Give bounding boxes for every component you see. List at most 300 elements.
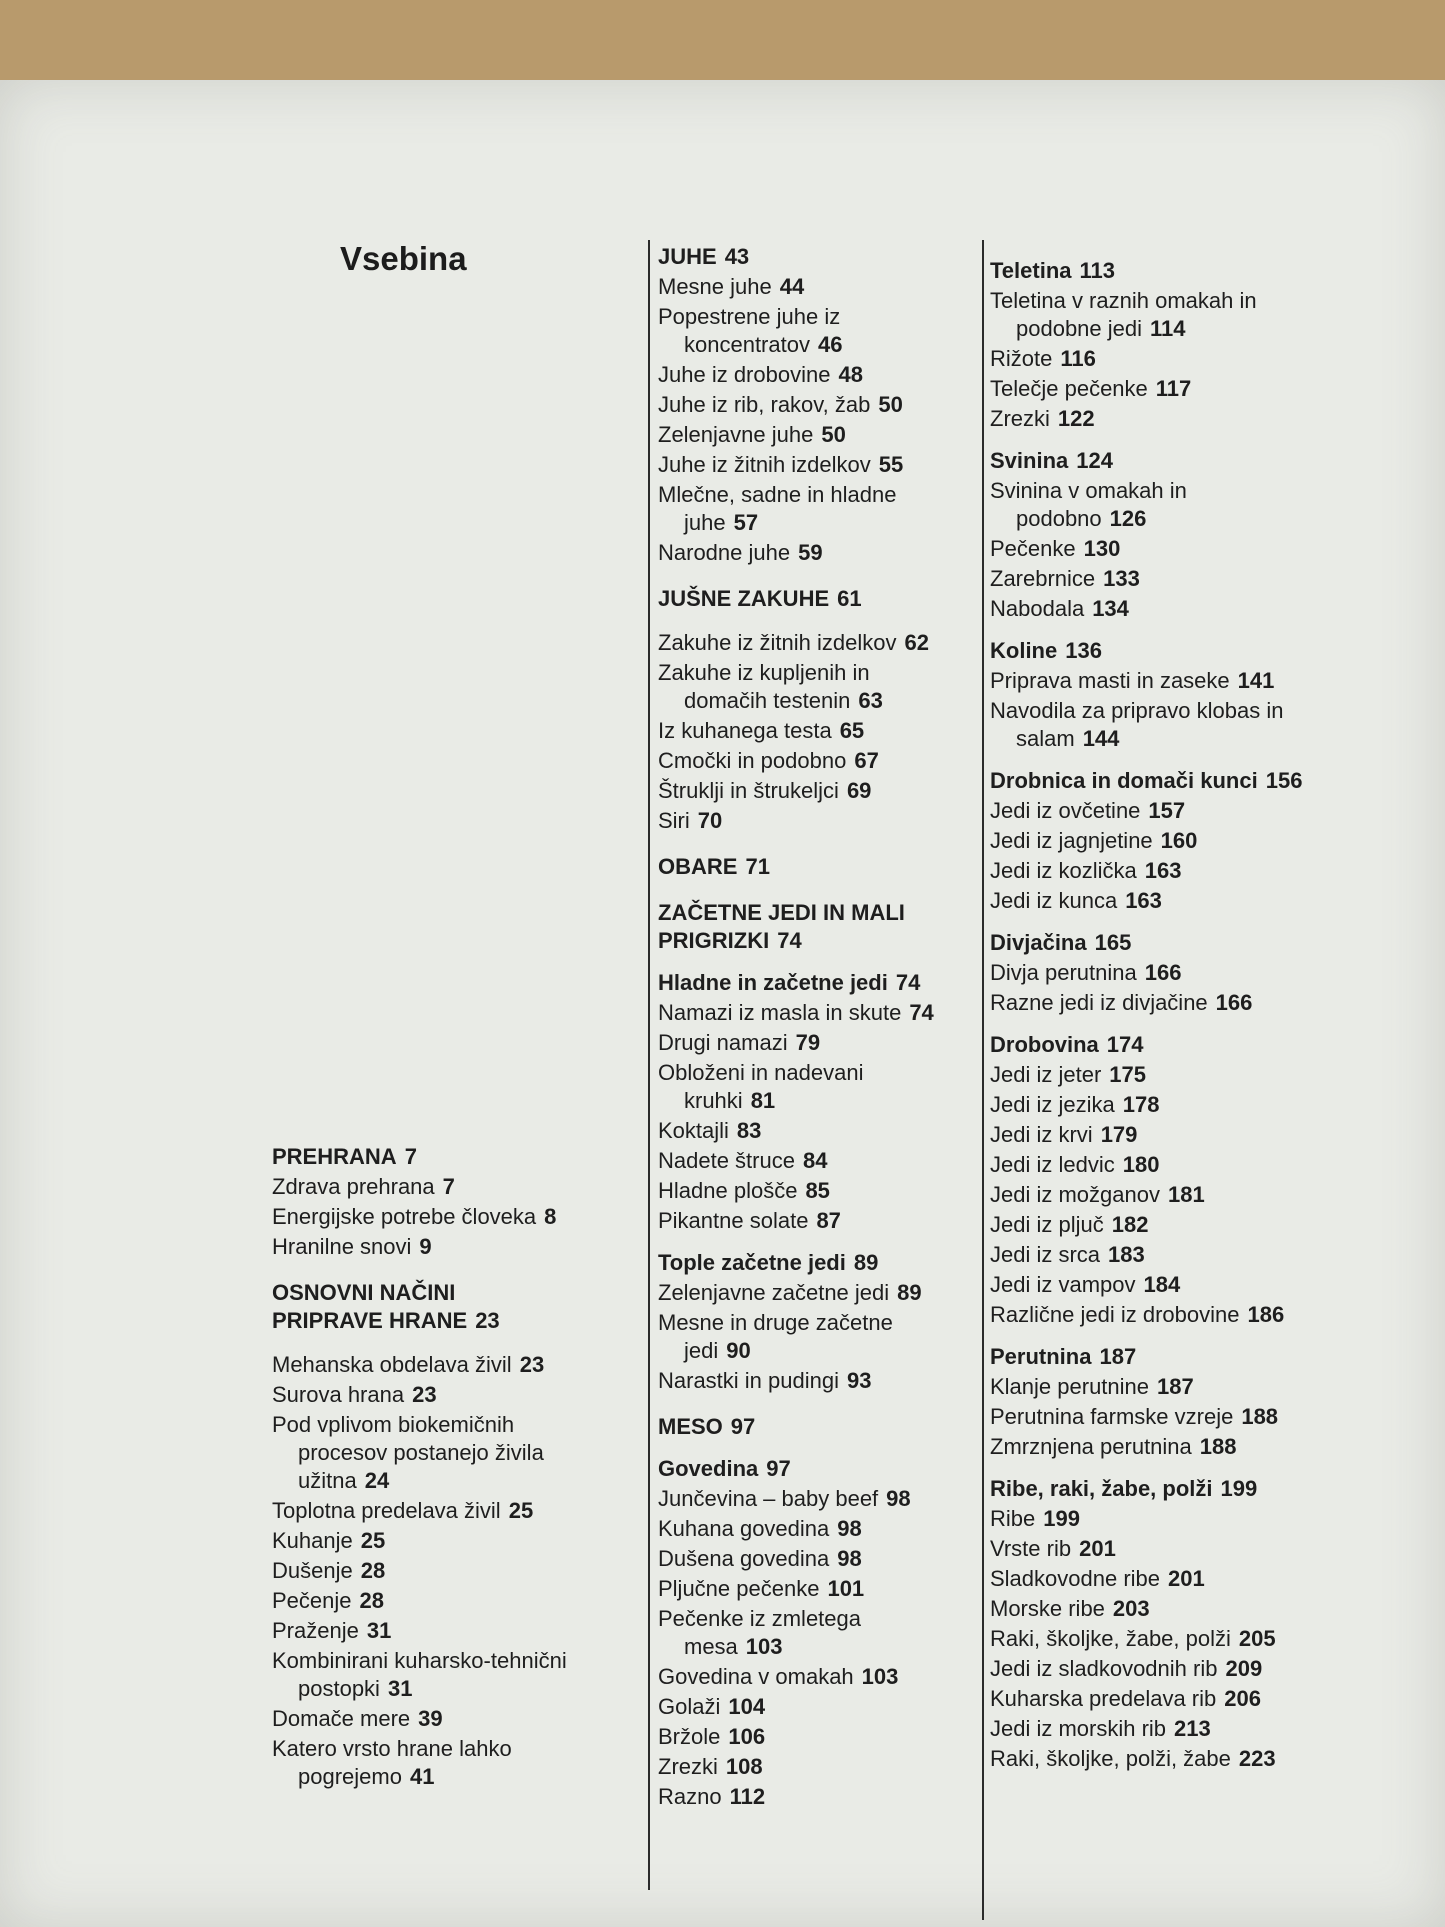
toc-entry [658,1575,958,1603]
toc-entry-title: Svinina [990,448,1069,473]
toc-entry [990,1433,1310,1461]
toc-page-number: 188 [1241,1404,1279,1429]
toc-entry-title: Pikantne solate [658,1208,809,1233]
toc-subheading [990,929,1310,957]
toc-page-number: 83 [736,1118,762,1143]
toc-entry [990,1241,1310,1269]
toc-page-number: 67 [854,748,879,773]
toc-entry [272,1381,572,1409]
toc-page-number: 213 [1174,1716,1211,1741]
toc-entry-title: Zmrznjena perutnina [990,1434,1192,1459]
toc-entry [272,1411,572,1495]
toc-entry [658,999,958,1027]
toc-column-2 [658,243,958,1813]
toc-entry [990,1271,1310,1299]
toc-subheading [658,1249,958,1277]
toc-entry-title: Drobovina [990,1032,1099,1057]
toc-page-number: 166 [1215,990,1253,1015]
toc-page-number: 124 [1076,448,1113,473]
toc-page-number: 114 [1150,316,1186,341]
toc-entry-title: Jedi iz pljuč [990,1212,1104,1237]
toc-page-number: 183 [1108,1242,1145,1267]
toc-entry [990,827,1310,855]
toc-entry-title: PREHRANA [272,1144,397,1169]
toc-entry [658,1783,958,1811]
toc-entry [990,1091,1310,1119]
toc-entry [272,1647,572,1703]
toc-page-number: 90 [726,1338,751,1363]
toc-page-number: 28 [360,1558,386,1583]
toc-page-number: 188 [1199,1434,1237,1459]
toc-entry-title: MESO [658,1414,723,1439]
toc-column-1 [272,1143,572,1793]
toc-entry-title: Namazi iz masla in skute [658,1000,902,1025]
toc-entry [990,535,1310,563]
toc-entry-title: Mesne juhe [658,274,772,299]
toc-entry [658,1309,958,1365]
toc-entry [990,959,1310,987]
toc-page-number: 7 [442,1174,455,1199]
toc-entry-title: Raki, školjke, žabe, polži [990,1626,1231,1651]
toc-entry [658,421,958,449]
toc-entry-title: Različne jedi iz drobovine [990,1302,1240,1327]
toc-subheading [990,767,1310,795]
toc-entry [658,391,958,419]
toc-entry-title: Iz kuhanega testa [658,718,832,743]
toc-page-number: 65 [839,718,865,743]
toc-entry-title: Jedi iz krvi [990,1122,1093,1147]
toc-entry [658,303,958,359]
toc-page-number: 180 [1122,1152,1160,1177]
toc-entry [658,1605,958,1661]
toc-entry-title: Jedi iz kozlička [990,858,1137,883]
toc-page-number: 93 [846,1368,872,1393]
toc-entry-title: Kombinirani kuharsko-tehnični postopki [272,1648,567,1701]
toc-subheading [990,1475,1310,1503]
toc-entry-title: Pečenke [990,536,1076,561]
toc-entry [990,595,1310,623]
toc-entry-title: Jedi iz sladkovodnih rib [990,1656,1218,1681]
toc-page-number: 59 [798,540,823,565]
toc-entry [658,777,958,805]
toc-entry-title: Domače mere [272,1706,411,1731]
toc-entry [990,1535,1310,1563]
toc-page-number: 199 [1220,1476,1258,1501]
toc-page-number: 116 [1060,346,1096,371]
toc-entry-title: Štruklji in štrukeljci [658,778,839,803]
toc-page-number: 205 [1238,1626,1276,1651]
toc-entry [658,451,958,479]
toc-entry-title: Katero vrsto hrane lahko pogrejemo [272,1736,512,1789]
toc-entry [990,1715,1310,1743]
toc-entry [658,1485,958,1513]
toc-entry-title: Juhe iz drobovine [658,362,831,387]
toc-entry-title: Zelenjavne juhe [658,422,814,447]
toc-entry-title: Nabodala [990,596,1085,621]
toc-page-number: 25 [360,1528,386,1553]
toc-entry-title: Jedi iz jeter [990,1062,1102,1087]
toc-entry [658,1207,958,1235]
toc-entry-title: Razno [658,1784,722,1809]
toc-entry-title: Zakuhe iz žitnih izdelkov [658,630,897,655]
toc-page-number: 186 [1247,1302,1285,1327]
toc-entry-title: Teletina [990,258,1072,283]
toc-entry [658,1545,958,1573]
toc-entry-title: Govedina v omakah [658,1664,854,1689]
spacer [658,613,958,627]
toc-section-heading [658,853,958,881]
toc-entry [990,857,1310,885]
toc-entry [658,1177,958,1205]
toc-subheading [990,257,1310,285]
toc-entry-title: Koline [990,638,1058,663]
toc-entry [990,1151,1310,1179]
toc-section-heading [658,899,958,955]
toc-page-number: 201 [1168,1566,1205,1591]
toc-page-number: 23 [519,1352,545,1377]
toc-page-number: 209 [1225,1656,1263,1681]
toc-entry [658,629,958,657]
toc-entry [658,807,958,835]
toc-entry-title: Bržole [658,1724,721,1749]
toc-page-number: 130 [1083,536,1121,561]
toc-entry [658,1117,958,1145]
toc-entry-title: Navodila za pripravo klobas in salam [990,698,1284,751]
toc-page-number: 57 [733,510,759,535]
toc-entry-title: Juhe iz rib, rakov, žab [658,392,871,417]
toc-entry-title: Sladkovodne ribe [990,1566,1161,1591]
toc-entry-title: Perutnina [990,1344,1092,1369]
toc-section-heading [658,1413,958,1441]
toc-entry-title: Ribe [990,1506,1036,1531]
toc-page-number: 79 [795,1030,821,1055]
toc-page-number: 122 [1057,406,1095,431]
toc-entry-title: Priprava masti in zaseke [990,668,1230,693]
toc-page-number: 117 [1155,376,1192,401]
toc-page-number: 9 [419,1234,432,1259]
toc-entry [272,1497,572,1525]
toc-page-number: 144 [1082,726,1120,751]
toc-entry [990,1565,1310,1593]
toc-entry-title: Jedi iz možganov [990,1182,1160,1207]
toc-entry [272,1587,572,1615]
toc-entry [990,1745,1310,1773]
toc-page-number: 157 [1148,798,1186,823]
toc-page-number: 134 [1092,596,1129,621]
toc-page-number: 62 [904,630,929,655]
toc-entry-title: JUŠNE ZAKUHE [658,586,830,611]
toc-entry-title: Pečenke iz zmletega mesa [658,1606,861,1659]
toc-section-heading [658,585,958,613]
toc-entry-title: Kuharska predelava rib [990,1686,1217,1711]
toc-entry-title: Drugi namazi [658,1030,788,1055]
toc-entry [990,797,1310,825]
toc-entry-title: Divja perutnina [990,960,1137,985]
toc-entry [658,481,958,537]
toc-page-number: 103 [861,1664,899,1689]
toc-entry-title: Zakuhe iz kupljenih in domačih testenin [658,660,870,713]
toc-page-number: 203 [1112,1596,1150,1621]
toc-entry [658,1059,958,1115]
toc-entry [990,1625,1310,1653]
toc-page-number: 43 [724,244,750,269]
toc-page-number: 46 [817,332,843,357]
toc-entry [272,1203,572,1231]
toc-entry-title: Kuhana govedina [658,1516,830,1541]
toc-entry-title: Vrste rib [990,1536,1072,1561]
toc-entry-title: Mesne in druge začetne jedi [658,1310,893,1363]
toc-page-number: 74 [777,928,802,953]
toc-entry-title: Pljučne pečenke [658,1576,820,1601]
toc-entry-title: Toplotna predelava živil [272,1498,501,1523]
toc-entry [658,1753,958,1781]
toc-page-number: 74 [909,1000,934,1025]
toc-entry-title: Popestrene juhe iz koncentratov [658,304,841,357]
toc-page-number: 126 [1109,506,1147,531]
toc-entry [272,1233,572,1261]
toc-entry-title: Telečje pečenke [990,376,1148,401]
toc-page-number: 8 [544,1204,557,1229]
toc-entry-title: Razne jedi iz divjačine [990,990,1208,1015]
toc-subheading [990,1343,1310,1371]
toc-entry [658,659,958,715]
toc-entry [658,1693,958,1721]
toc-page-number: 141 [1237,668,1275,693]
toc-entry [990,1061,1310,1089]
toc-entry-title: Cmočki in podobno [658,748,847,773]
toc-page-number: 39 [418,1706,443,1731]
toc-page-number: 50 [821,422,846,447]
toc-page-number: 44 [779,274,805,299]
toc-page-number: 178 [1122,1092,1160,1117]
toc-entry-title: Ribe, raki, žabe, polži [990,1476,1213,1501]
toc-entry-title: Pod vplivom biokemičnih procesov postanejo živila užitna [272,1412,544,1493]
toc-entry [658,1029,958,1057]
toc-entry-title: Zelenjavne začetne jedi [658,1280,890,1305]
toc-entry-title: Hladne plošče [658,1178,798,1203]
toc-entry [658,1147,958,1175]
toc-entry-title: Narastki in pudingi [658,1368,839,1393]
toc-entry [990,697,1310,753]
toc-entry-title: Jedi iz vampov [990,1272,1136,1297]
spacer [272,1335,572,1349]
toc-page-number: 70 [697,808,723,833]
toc-page-number: 103 [745,1634,783,1659]
toc-page-number: 63 [858,688,883,713]
toc-column-3 [990,243,1310,1775]
toc-entry [658,1515,958,1543]
toc-page-number: 181 [1167,1182,1205,1207]
toc-entry [272,1705,572,1733]
toc-page-number: 41 [409,1764,435,1789]
toc-subheading [990,1031,1310,1059]
toc-entry-title: Mlečne, sadne in hladne juhe [658,482,897,535]
toc-page-number: 174 [1106,1032,1144,1057]
toc-entry-title: JUHE [658,244,717,269]
toc-entry [990,1181,1310,1209]
column-divider [648,240,650,1890]
toc-entry [990,565,1310,593]
toc-entry-title: Siri [658,808,690,833]
toc-entry-title: Zarebrnice [990,566,1096,591]
toc-entry-title: Narodne juhe [658,540,791,565]
toc-page-number: 55 [878,452,904,477]
toc-entry-title: Dušenje [272,1558,353,1583]
toc-subheading [658,969,958,997]
toc-entry-title: Perutnina farmske vzreje [990,1404,1234,1429]
toc-entry-title: Govedina [658,1456,759,1481]
toc-page-number: 113 [1079,258,1116,283]
toc-page-number: 98 [886,1486,911,1511]
toc-entry [990,405,1310,433]
toc-page-number: 25 [508,1498,534,1523]
toc-entry-title: Mehanska obdelava živil [272,1352,512,1377]
toc-page-number: 74 [895,970,921,995]
toc-entry-title: Raki, školjke, polži, žabe [990,1746,1231,1771]
toc-page-number: 206 [1224,1686,1261,1711]
toc-entry [990,989,1310,1017]
toc-page-number: 160 [1160,828,1198,853]
toc-entry-title: Zrezki [990,406,1050,431]
toc-entry-title: Praženje [272,1618,359,1643]
toc-section-heading [272,1279,572,1335]
toc-page-number: 23 [475,1308,500,1333]
toc-entry [990,1505,1310,1533]
toc-entry-title: Rižote [990,346,1053,371]
toc-page-number: 201 [1079,1536,1116,1561]
toc-entry-title: Nadete štruce [658,1148,795,1173]
toc-entry [990,375,1310,403]
toc-page-number: 179 [1100,1122,1138,1147]
toc-entry [658,1723,958,1751]
toc-entry [272,1557,572,1585]
toc-entry [272,1351,572,1379]
toc-page-number: 61 [837,586,862,611]
toc-entry-title: Jedi iz jezika [990,1092,1115,1117]
toc-entry-title: ZAČETNE JEDI IN MALI PRIGRIZKI [658,900,905,953]
toc-entry-title: Surova hrana [272,1382,405,1407]
toc-entry [990,477,1310,533]
toc-subheading [990,637,1310,665]
toc-page-number: 97 [766,1456,791,1481]
toc-entry-title: Hladne in začetne jedi [658,970,888,995]
toc-entry-title: Klanje perutnine [990,1374,1150,1399]
toc-page-number: 81 [750,1088,776,1113]
toc-entry-title: Hranilne snovi [272,1234,412,1259]
toc-entry [658,1663,958,1691]
toc-entry [272,1617,572,1645]
toc-page-number: 31 [366,1618,392,1643]
toc-page-number: 87 [816,1208,841,1233]
toc-page-number: 28 [359,1588,384,1613]
toc-entry [658,717,958,745]
toc-page-number: 223 [1238,1746,1276,1771]
toc-page-number: 31 [387,1676,413,1701]
toc-entry [272,1735,572,1791]
toc-page-number: 89 [897,1280,922,1305]
toc-entry-title: Golaži [658,1694,721,1719]
toc-entry-title: Pečenje [272,1588,352,1613]
toc-entry-title: Zdrava prehrana [272,1174,435,1199]
toc-page-number: 50 [878,392,903,417]
toc-entry [658,1367,958,1395]
book-page [0,80,1445,1927]
toc-entry [990,287,1310,343]
toc-entry-title: Morske ribe [990,1596,1105,1621]
toc-entry-title: Koktajli [658,1118,729,1143]
toc-entry [990,345,1310,373]
toc-entry-title: Svinina v omakah in podobno [990,478,1187,531]
toc-page-number: 163 [1125,888,1162,913]
toc-page-number: 98 [837,1516,862,1541]
toc-entry-title: Jedi iz kunca [990,888,1118,913]
toc-page-number: 71 [745,854,770,879]
toc-entry-title: Divjačina [990,930,1087,955]
toc-entry-title: OBARE [658,854,738,879]
toc-entry-title: OSNOVNI NAČINI PRIPRAVE HRANE [272,1280,468,1333]
toc-entry-title: Jedi iz srca [990,1242,1101,1267]
toc-entry-title: Teletina v raznih omakah in podobne jedi [990,288,1257,341]
toc-entry-title: Jedi iz jagnjetine [990,828,1153,853]
toc-entry [990,1685,1310,1713]
toc-entry [272,1527,572,1555]
column-divider [982,240,984,1920]
toc-entry [658,539,958,567]
toc-page-number: 101 [827,1576,865,1601]
toc-page-number: 163 [1144,858,1182,883]
toc-page-number: 175 [1109,1062,1146,1087]
toc-page-number: 89 [853,1250,879,1275]
toc-entry-title: Energijske potrebe človeka [272,1204,537,1229]
toc-page-number: 106 [728,1724,766,1749]
toc-page-number: 112 [729,1784,766,1809]
toc-page-number: 136 [1065,638,1102,663]
toc-entry [990,887,1310,915]
toc-entry-title: Kuhanje [272,1528,353,1553]
toc-page-number: 48 [838,362,863,387]
toc-page-number: 24 [364,1468,390,1493]
toc-entry [990,1655,1310,1683]
toc-entry-title: Junčevina – baby beef [658,1486,879,1511]
toc-entry [990,1211,1310,1239]
toc-page-number: 166 [1144,960,1182,985]
toc-entry [272,1173,572,1201]
toc-entry [990,1301,1310,1329]
toc-page-number: 98 [837,1546,862,1571]
toc-page-number: 7 [404,1144,417,1169]
toc-entry-title: Jedi iz morskih rib [990,1716,1167,1741]
toc-entry-title: Zrezki [658,1754,718,1779]
toc-page-number: 97 [730,1414,756,1439]
toc-entry [990,1121,1310,1149]
toc-entry-title: Juhe iz žitnih izdelkov [658,452,871,477]
toc-entry [990,1403,1310,1431]
toc-subheading [658,1455,958,1483]
toc-entry-title: Jedi iz ovčetine [990,798,1141,823]
toc-page-number: 104 [728,1694,766,1719]
toc-page-number: 187 [1157,1374,1194,1399]
toc-entry [990,1595,1310,1623]
toc-entry-title: Drobnica in domači kunci [990,768,1258,793]
page-title: Vsebina [340,240,467,277]
toc-entry [658,1279,958,1307]
toc-entry [990,1373,1310,1401]
toc-entry [990,667,1310,695]
toc-entry [658,747,958,775]
toc-page-number: 85 [805,1178,830,1203]
toc-page-number: 199 [1043,1506,1080,1531]
toc-page-number: 184 [1143,1272,1181,1297]
